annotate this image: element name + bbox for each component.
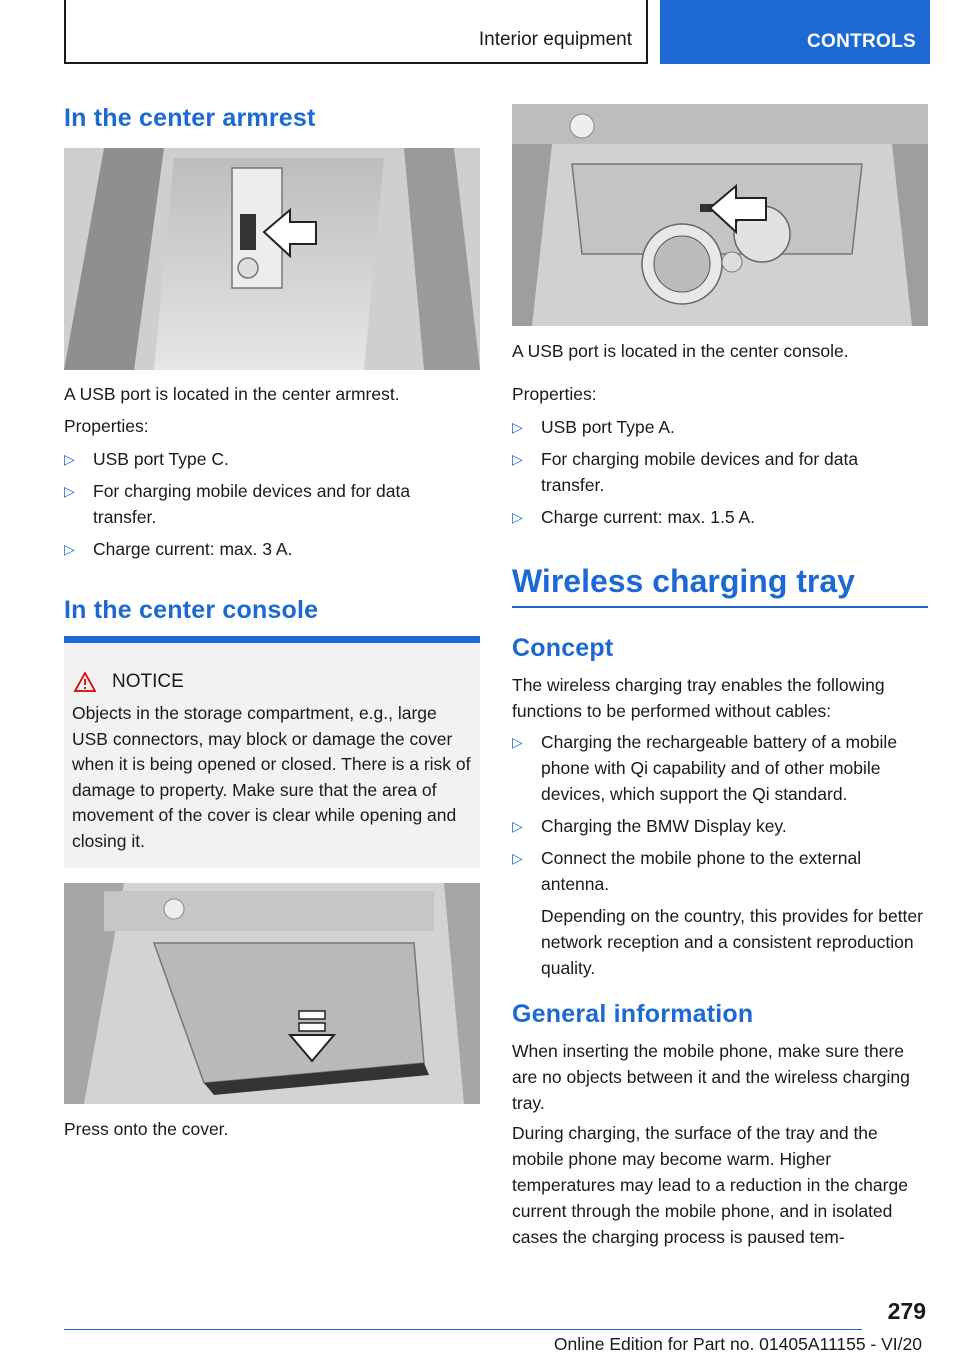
heading-general-information: General information [512, 1000, 754, 1028]
list-item: ▷ For charging mobile devices and for data transfer. [512, 446, 912, 498]
heading-center-console: In the center console [64, 596, 319, 624]
notice-header [74, 671, 184, 693]
triangle-right-icon: ▷ [512, 451, 523, 467]
warning-triangle-icon [74, 672, 96, 692]
list-item: ▷ USB port Type A. [512, 414, 912, 440]
header-section-tab [64, 0, 648, 64]
armrest-properties-list [64, 446, 464, 568]
console-cover-illustration [64, 883, 480, 1104]
armrest-properties-label: Properties: [64, 416, 149, 436]
triangle-right-icon: ▷ [64, 451, 75, 467]
footer-rule [64, 1329, 862, 1330]
console-cover-caption: Press onto the cover. [64, 1119, 229, 1139]
list-item: ▷ Charging the BMW Display key. [512, 813, 926, 839]
header-chapter-tab [660, 0, 930, 64]
triangle-right-icon: ▷ [512, 818, 523, 834]
heading-rule [512, 606, 928, 608]
triangle-right-icon: ▷ [512, 850, 523, 866]
triangle-right-icon: ▷ [512, 509, 523, 525]
console-properties-list [512, 414, 912, 536]
heading-center-armrest: In the center armrest [64, 104, 316, 132]
page-number: 279 [887, 1298, 926, 1324]
list-item: ▷ USB port Type C. [64, 446, 464, 472]
list-item: ▷ Charge current: max. 3 A. [64, 536, 464, 562]
list-item: ▷ Charging the rechargeable battery of a mobile phone with Qi capability and of other mobile devices, which support the Qi standard. [512, 729, 926, 807]
console-usb-caption: A USB port is located in the center console. [512, 341, 849, 361]
armrest-caption: A USB port is located in the center armrest. [64, 384, 400, 404]
console-usb-illustration [512, 104, 928, 326]
console-properties-label: Properties: [512, 384, 597, 404]
header-chapter-title: CONTROLS [806, 31, 916, 52]
triangle-right-icon: ▷ [512, 734, 523, 750]
list-item: ▷ Connect the mobile phone to the external antenna. Depending on the country, this provides for better network reception and a consistent reproduction quality. [512, 845, 926, 981]
notice-box [64, 636, 480, 868]
general-paragraph-1: When inserting the mobile phone, make sure there are no objects between it and the wireless charging tray. [512, 1041, 910, 1113]
notice-title: NOTICE [112, 671, 184, 692]
notice-text: Objects in the storage compartment, e.g., large USB connectors, may block or damage the cover when it is being opened or closed. There is a risk of damage to property. Make sure that the area of movement of the cover is clear while opening and closing it. [72, 703, 471, 851]
concept-intro: The wireless charging tray enables the following functions to be performed without cables: [512, 675, 885, 721]
triangle-right-icon: ▷ [64, 483, 75, 499]
armrest-usb-illustration [64, 148, 480, 370]
heading-wireless-charging-tray: Wireless charging tray [512, 563, 855, 599]
triangle-right-icon: ▷ [64, 541, 75, 557]
list-item: ▷ For charging mobile devices and for data transfer. [64, 478, 464, 530]
antenna-note: Depending on the country, this provides for better network reception and a consistent reproduction quality. [541, 906, 923, 978]
list-item: ▷ Charge current: max. 1.5 A. [512, 504, 912, 530]
footer-edition: Online Edition for Part no. 01405A11155 - VI/20 [553, 1334, 922, 1354]
header-section-title: Interior equipment [478, 29, 632, 50]
general-paragraph-2: During charging, the surface of the tray and the mobile phone may become warm. Higher temperatures may lead to a reduction in the charge current through the mobile phone, and in isolated cases the charging process is paused tem- [512, 1123, 908, 1247]
heading-concept: Concept [512, 634, 614, 662]
triangle-right-icon: ▷ [512, 419, 523, 435]
concept-list [512, 729, 926, 987]
